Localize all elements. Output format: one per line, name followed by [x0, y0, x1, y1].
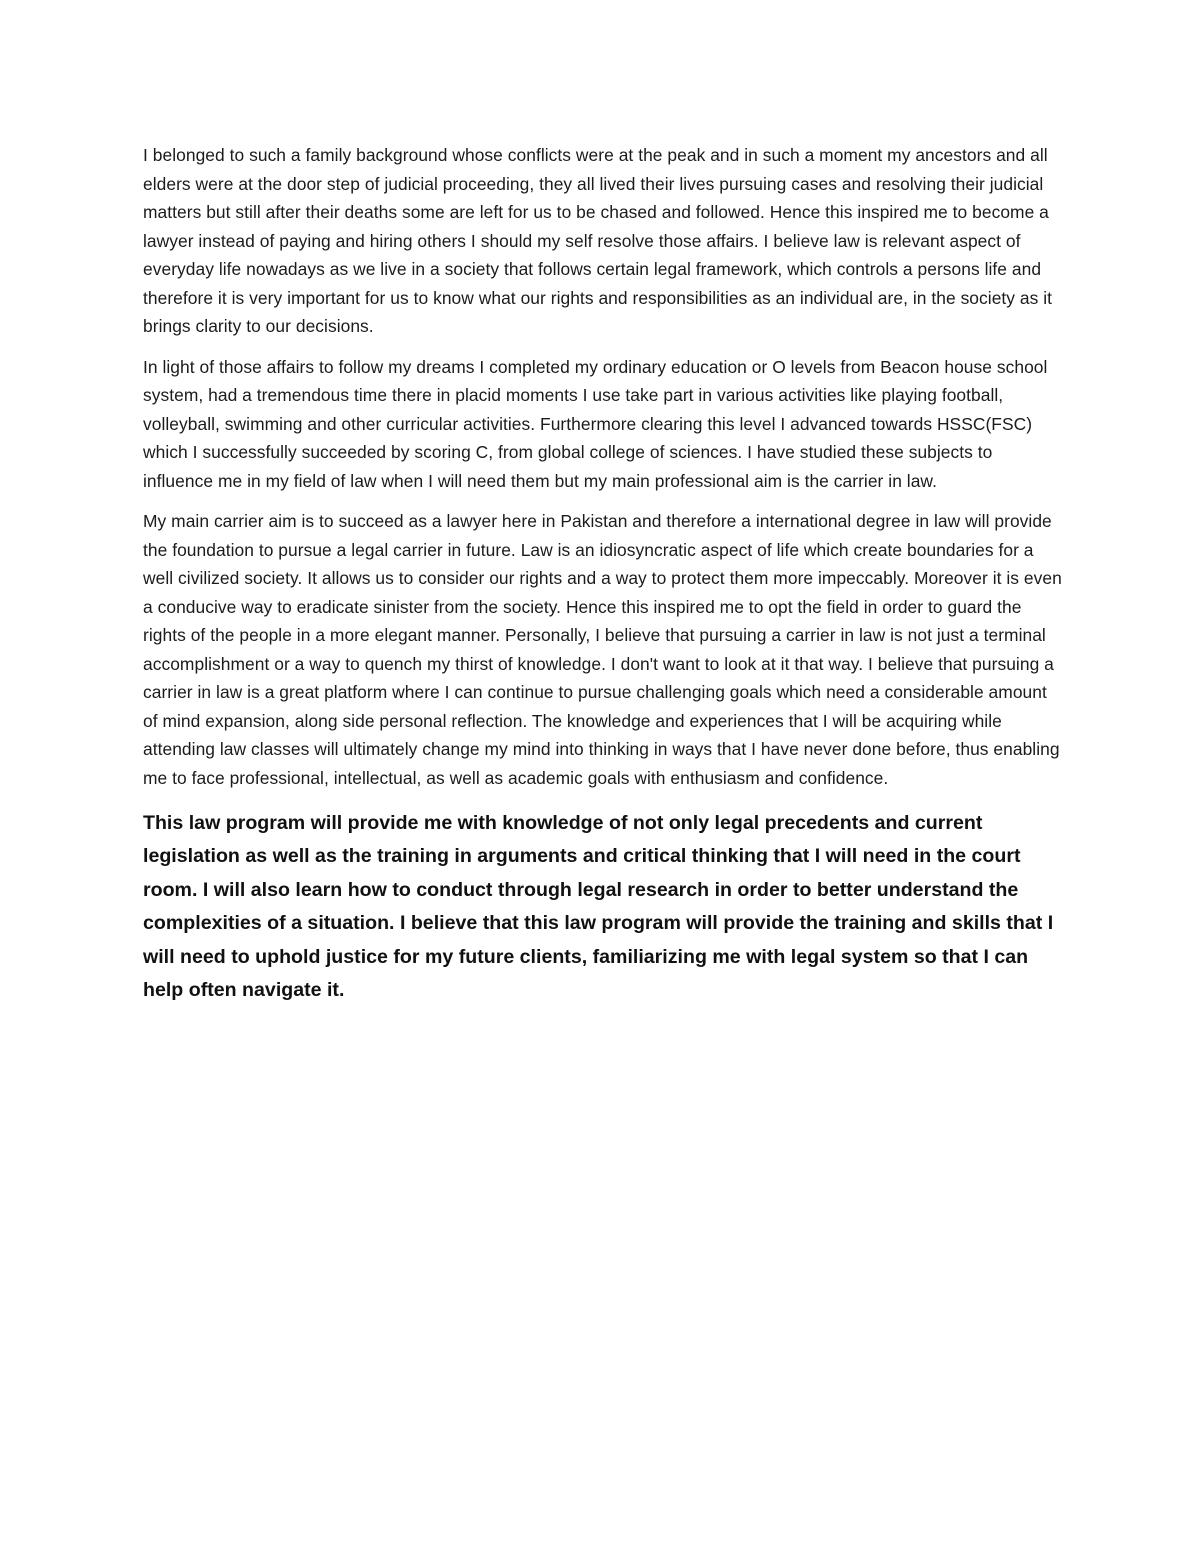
paragraph-education: In light of those affairs to follow my dreams I completed my ordinary education or O levels from Beacon house school system, had a tremendous time there in placid moments I use take part in various activities like playing football, volleyball, swimming and other curricular activities. Furthermore clearing this level I advanced towards HSSC(FSC) which I successfully succeeded by scoring C, from global college of sciences. I have studied these subjects to influence me in my field of law when I will need them but my main professional aim is the carrier in law.	[143, 356, 1048, 491]
paragraph-law-program: This law program will provide me with knowledge of not only legal precedents and current legislation as well as the training in arguments and critical thinking that I will need in the court room. I will also learn how to conduct through legal research in order to better understand the complexities of a situation. I believe that this law program will provide the training and skills that I will need to uphold justice for my future clients, familiarizing me with legal system so that I can help often navigate it.	[143, 812, 1054, 1002]
paragraph-family-background: I belonged to such a family background whose conflicts were at the peak and in such a moment my ancestors and all elders were at the door step of judicial proceeding, they all lived their lives pursuing cases and resolving their judicial matters but still after their deaths some are left for us to be chased and followed. Hence this inspired me to become a lawyer instead of paying and hiring others I should my self resolve those affairs. I believe law is relevant aspect of everyday life nowadays as we live in a society that follows certain legal framework, which controls a persons life and therefore it is very important for us to know what our rights and responsibilities as an individual are, in the society as it brings clarity to our decisions.	[143, 145, 1053, 336]
paragraph-career-aim: My main carrier aim is to succeed as a lawyer here in Pakistan and therefore a international degree in law will provide the foundation to pursue a legal carrier in future. Law is an idiosyncratic aspect of life which create boundaries for a well civilized society. It allows us to consider our rights and a way to protect them more impeccably. Moreover it is even a conducive way to eradicate sinister from the society. Hence this inspired me to opt the field in order to guard the rights of the people in a more elegant manner. Personally, I believe that pursuing a carrier in law is not just a terminal accomplishment or a way to quench my thirst of knowledge. I don't want to look at it that way. I believe that pursuing a carrier in law is a great platform where I can continue to pursue challenging goals which need a considerable amount of mind expansion, along side personal reflection. The knowledge and experiences that I will be acquiring while attending law classes will ultimately change my mind into thinking in ways that I have never done before, thus enabling me to face professional, intellectual, as well as academic goals with enthusiasm and confidence.	[143, 511, 1062, 788]
document-body	[143, 141, 1063, 1007]
